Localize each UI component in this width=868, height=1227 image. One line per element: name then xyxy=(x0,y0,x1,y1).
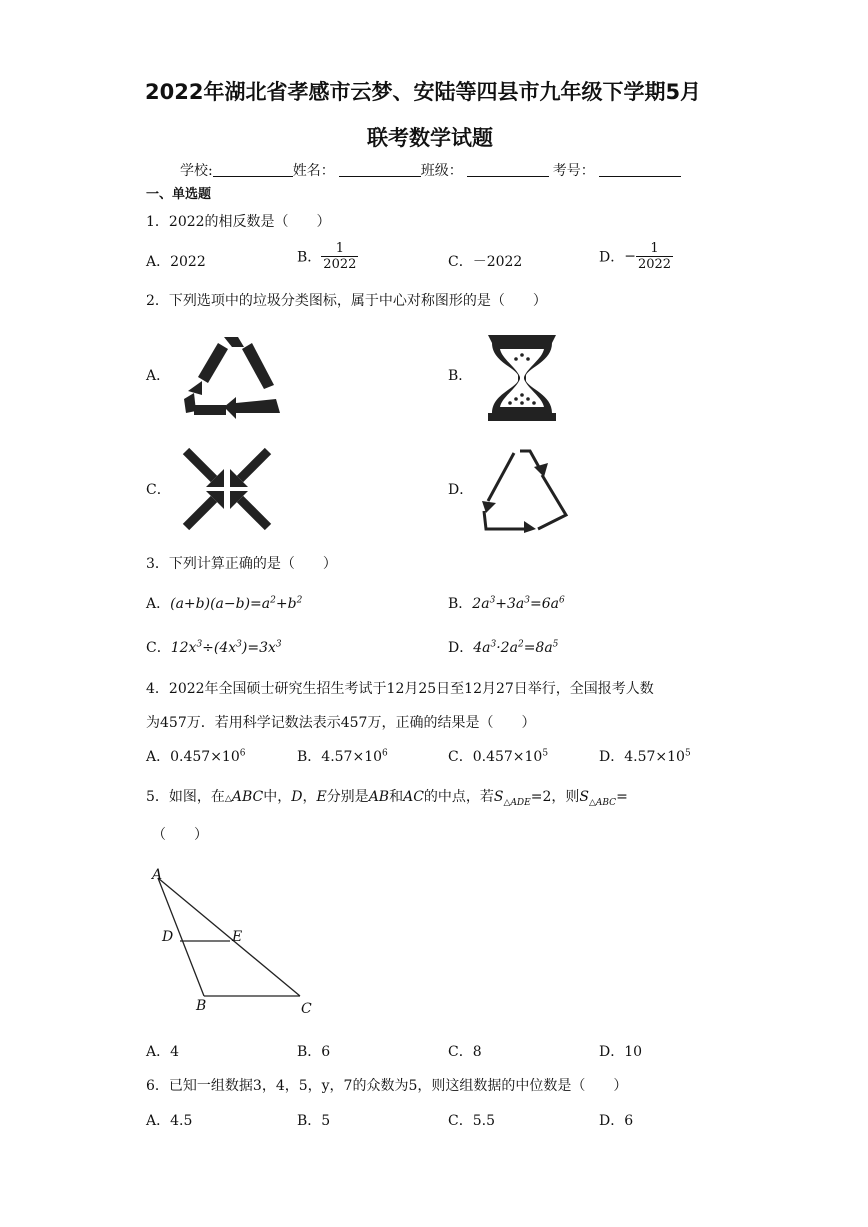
q4-option-d-label: D． xyxy=(599,749,625,765)
q6-option-a[interactable]: A．4.5 xyxy=(146,1113,193,1129)
q1-option-b-label: B． xyxy=(297,249,322,266)
q6-option-d[interactable]: D．6 xyxy=(599,1113,634,1129)
q1-b-denominator: 2022 xyxy=(323,257,357,272)
q3-option-b[interactable] xyxy=(448,593,565,613)
q3-option-a-math: $(a+b)(a-b)=a^2+b^2$ xyxy=(170,595,303,612)
q1-option-d-fraction xyxy=(636,241,673,272)
q4-option-d[interactable] xyxy=(599,746,691,766)
q5-option-c[interactable]: C．8 xyxy=(448,1044,482,1060)
q1-d-denominator: 2022 xyxy=(637,257,672,272)
q2-stem: 2．下列选项中的垃圾分类图标，属于中心对称图形的是（ ） xyxy=(146,293,547,309)
q5-option-d[interactable]: D．10 xyxy=(599,1044,643,1060)
field-name-label: 姓名： xyxy=(292,163,335,179)
recycle-outline-icon xyxy=(480,445,572,533)
q1-option-b[interactable] xyxy=(297,241,358,272)
hourglass-icon xyxy=(486,333,558,423)
point-a-label: A xyxy=(152,867,163,883)
q4-option-a[interactable] xyxy=(146,746,245,766)
q3-option-c-math: $12x^3\div(4x^3)=3x^3$ xyxy=(170,639,282,656)
q1-option-c[interactable]: C．－2022 xyxy=(448,254,523,270)
field-name-blank[interactable] xyxy=(339,162,421,177)
q4-option-c-math: $0.457\times 10^5$ xyxy=(472,748,549,765)
q5-stem-line2: （ ） xyxy=(152,827,208,843)
q1-stem: 1．2022的相反数是（ ） xyxy=(146,214,331,230)
point-b-label: B xyxy=(196,998,207,1014)
q2-option-d[interactable]: D． xyxy=(448,482,474,498)
doc-title-line1: 2022年湖北省孝感市云梦、安陆等四县市九年级下学期5月 xyxy=(145,80,702,104)
q3-option-b-math: $2a^3+3a^3=6a^6$ xyxy=(472,595,565,612)
q4-stem-line1: 4．2022年全国硕士研究生招生考试于12月25日至12月27日举行，全国报考人数 xyxy=(146,681,654,697)
q3-option-d-label: D． xyxy=(448,640,474,656)
field-examno-blank[interactable] xyxy=(599,162,681,177)
q1-option-d[interactable] xyxy=(599,241,673,272)
q4-stem-line2: 为457万．若用科学记数法表示457万，正确的结果是（ ） xyxy=(146,715,536,731)
q1-d-numerator: 1 xyxy=(650,241,659,256)
q2-option-b[interactable]: B． xyxy=(448,368,473,384)
info-fields xyxy=(180,160,681,180)
q2-option-a[interactable]: A． xyxy=(146,368,171,384)
q3-option-b-label: B． xyxy=(448,596,473,612)
q4-option-a-label: A． xyxy=(146,749,171,765)
field-school-blank[interactable] xyxy=(213,162,293,177)
q3-option-d[interactable] xyxy=(448,637,558,657)
q5-option-a[interactable]: A．4 xyxy=(146,1044,180,1060)
field-class-blank[interactable] xyxy=(467,162,549,177)
field-examno-label: 考号： xyxy=(552,163,595,179)
inward-arrows-icon xyxy=(180,445,274,533)
q4-option-b-math: $4.57\times 10^6$ xyxy=(321,748,388,765)
q6-stem: 6．已知一组数据3，4，5，y，7的众数为5，则这组数据的中位数是（ ） xyxy=(146,1078,628,1094)
q4-option-d-math: $4.57\times 10^5$ xyxy=(624,748,691,765)
recycle-triangle-icon xyxy=(180,333,282,419)
doc-title-line2: 联考数学试题 xyxy=(367,126,493,150)
q1-option-a[interactable]: A．2022 xyxy=(146,254,206,270)
q1-option-d-label: D． xyxy=(599,249,625,266)
q3-option-c-label: C． xyxy=(146,640,171,656)
q1-b-numerator: 1 xyxy=(335,241,344,256)
q4-option-a-math: $0.457\times 10^6$ xyxy=(170,748,246,765)
point-c-label: C xyxy=(301,1001,312,1017)
field-school-label: 学校: xyxy=(180,163,213,179)
q4-option-b-label: B． xyxy=(297,749,322,765)
q6-option-b[interactable]: B．5 xyxy=(297,1113,331,1129)
point-d-label: D xyxy=(162,929,174,945)
q5-option-b[interactable]: B．6 xyxy=(297,1044,331,1060)
q3-option-a-label: A． xyxy=(146,596,171,612)
point-e-label: E xyxy=(232,929,243,945)
q4-option-c[interactable] xyxy=(448,746,548,766)
q3-option-c[interactable] xyxy=(146,637,282,657)
q3-stem: 3．下列计算正确的是（ ） xyxy=(146,556,337,572)
q3-option-a[interactable] xyxy=(146,593,302,613)
q6-option-c[interactable]: C．5.5 xyxy=(448,1113,495,1129)
q1-option-b-fraction xyxy=(321,241,358,272)
q4-option-b[interactable] xyxy=(297,746,388,766)
field-class-label: 班级： xyxy=(420,163,463,179)
q4-option-c-label: C． xyxy=(448,749,473,765)
section-heading: 一、单选题 xyxy=(146,187,212,202)
q1-d-sign: − xyxy=(624,248,636,265)
q2-option-c[interactable]: C． xyxy=(146,482,171,498)
q5-stem-line1: 5．如图，在△ABC中，D，E分别是AB和AC的中点，若$S_{\triangle ADE}=2$，则$S_{\triangle ABC}=$ xyxy=(146,789,628,808)
q3-option-d-math: $4a^3\cdot 2a^2=8a^5$ xyxy=(473,639,559,656)
